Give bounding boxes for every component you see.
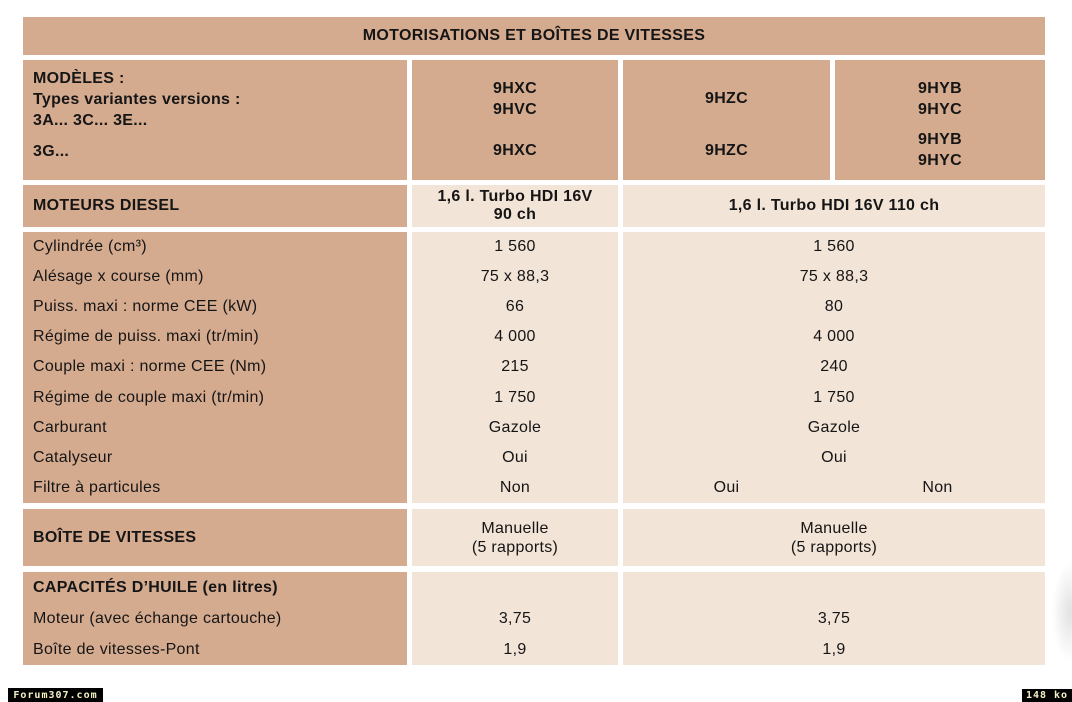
engine-name-line: 90 ch [493,206,537,223]
engine-name-line: 1,6 l. Turbo HDI 16V 110 ch [728,197,940,214]
model-code: 9HXC [493,79,537,97]
model-code: 9HYB [918,131,962,148]
spec-value: Oui [502,448,528,466]
model-code: 9HYB [918,79,962,97]
spec-value: Oui [713,478,740,496]
spec-label: Régime de couple maxi (tr/min) [33,388,265,406]
engines-label: MOTEURS DIESEL [23,185,407,227]
gearbox-value-line: Manuelle [800,519,868,537]
model-code: 9HZC [705,90,748,108]
spec-value: Gazole [807,418,861,436]
model-code: 9HZC [705,141,748,159]
capacity-label: Boîte de vitesses-Pont [33,640,200,658]
models-label-cell [23,60,407,180]
spec-table [23,17,1045,665]
specs-engine-90-cell [412,232,618,503]
models-label-bottom: 3G... [33,142,70,160]
spec-value: Gazole [488,418,542,436]
capacity-value: 3,75 [817,609,851,627]
spec-value: 75 x 88,3 [799,268,869,286]
engine-name-line: 1,6 l. Turbo HDI 16V [437,188,593,205]
spec-label: Régime de puiss. maxi (tr/min) [33,328,259,346]
spec-value: 1 750 [813,388,855,406]
capacity-value: 1,9 [822,640,846,658]
capacity-value: 1,9 [503,640,527,658]
models-label-lines [33,68,407,131]
models-codes-col-9hxc [412,60,618,180]
spec-value: 4 000 [494,328,536,346]
spec-value: 215 [501,358,529,376]
engines-section [23,185,1045,227]
capacity-value-empty [623,572,1045,603]
models-label-line: MODÈLES : [33,70,125,87]
gearbox-engine-90-cell [412,509,618,566]
spec-value: Non [499,478,531,496]
model-code-group [623,130,830,171]
spec-value: 240 [820,358,848,376]
spec-value: 4 000 [813,328,855,346]
models-label-line: Types variantes versions : [33,91,241,108]
model-code: 9HYC [918,152,962,169]
specs-section [23,232,1045,503]
spec-value: 1 560 [494,238,536,256]
models-codes-col-9hzc [623,60,830,180]
spec-label: Alésage x course (mm) [33,268,204,286]
site-watermark-badge: Forum307.com [8,688,103,702]
model-code-group [412,130,618,171]
spec-value-split-row [623,473,1045,503]
models-label-line: 3A... 3C... 3E... [33,112,148,129]
gearbox-section [23,509,1045,566]
gearbox-label: BOÎTE DE VITESSES [23,509,407,566]
models-section [23,60,1045,180]
gearbox-value-line: (5 rapports) [790,538,878,556]
models-codes-col-9hyb [835,60,1045,180]
model-code-group [835,129,1045,171]
table-title: MOTORISATIONS ET BOÎTES DE VITESSES [23,17,1045,55]
engine-110-name-cell [623,185,1045,227]
model-code: 9HXC [493,141,537,159]
gearbox-value-line: (5 rapports) [471,538,559,556]
spec-value: 1 560 [813,238,855,256]
spec-label: Catalyseur [33,448,113,466]
model-code: 9HVC [493,100,537,118]
model-code: 9HYC [918,100,962,118]
model-code-group [412,68,618,130]
spec-value: 1 750 [494,388,536,406]
spec-label: Cylindrée (cm³) [33,238,147,256]
capacities-header: CAPACITÉS D’HUILE (en litres) [33,578,278,596]
capacities-labels-cell [23,572,407,665]
spec-value: Oui [821,448,847,466]
specs-labels-cell [23,232,407,503]
models-label-bottom-group [33,131,407,171]
edge-watermark [1052,562,1072,662]
model-code-group [623,68,830,130]
spec-label: Puiss. maxi : norme CEE (kW) [33,298,258,316]
capacity-value: 3,75 [498,609,532,627]
gearbox-value-line: Manuelle [481,519,549,537]
spec-label: Couple maxi : norme CEE (Nm) [33,358,267,376]
model-code-group [835,68,1045,129]
capacity-label: Moteur (avec échange cartouche) [33,609,282,627]
specs-engine-110-cell [623,232,1045,503]
spec-label: Filtre à particules [33,478,161,496]
spec-label: Carburant [33,418,107,436]
spec-value: 75 x 88,3 [480,268,550,286]
capacities-engine-90-cell [412,572,618,665]
spec-value: Non [922,478,953,496]
gearbox-engine-110-cell [623,509,1045,566]
engine-90-name-cell [412,185,618,227]
file-size-badge: 148 ko [1022,689,1072,702]
spec-value: 66 [505,298,525,316]
capacities-engine-110-cell [623,572,1045,665]
capacities-section [23,572,1045,665]
spec-value: 80 [824,298,844,316]
capacity-value-empty [412,572,618,603]
